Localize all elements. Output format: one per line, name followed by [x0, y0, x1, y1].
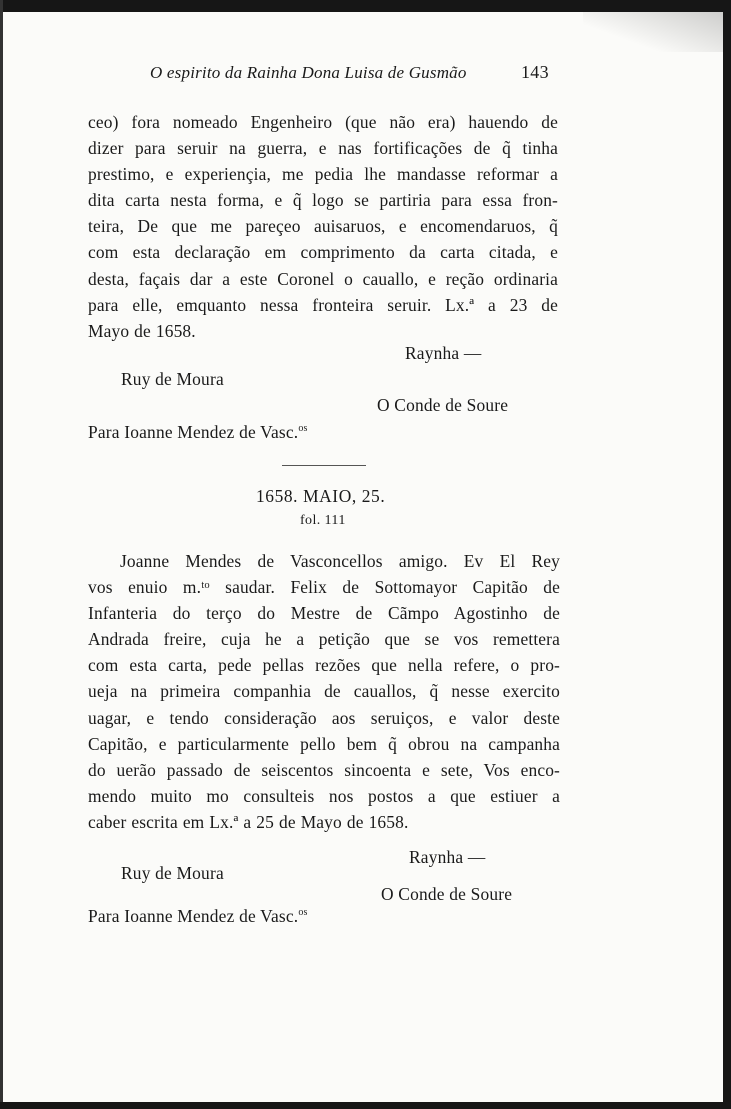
text-line: Infanteria do terço do Mestre de Cãmpo Agostinho de	[88, 603, 560, 624]
text-line: com esta carta, pede pellas rezões que nella refere, o pro-	[88, 655, 560, 676]
text-line: Mayo de 1658.	[88, 320, 196, 341]
addressee-text: Para Ioanne Mendez de Vasc.	[88, 906, 299, 926]
letter2-body	[88, 548, 560, 835]
text-line: uagar, e tendo consideração aos seruiços, e valor deste	[88, 707, 560, 728]
text-line: desta, façais dar a este Coronel o cauallo, e reção ordinaria	[88, 268, 558, 289]
scan-border-right	[723, 0, 731, 1109]
text-line: do uerão passado de seiscentos sincoenta e sete, Vos enco-	[88, 759, 560, 780]
count-signature: O Conde de Soure	[377, 395, 509, 415]
queen-signature: Raynha —	[405, 343, 482, 363]
text-line: para elle, emquanto nessa fronteira seruir. Lx.ª a 23 de	[88, 294, 558, 315]
scan-border-top	[0, 0, 731, 12]
text-line: com esta declaração em comprimento da carta citada, e	[88, 242, 558, 263]
secretary-signature: Ruy de Moura	[121, 369, 224, 389]
scan-border-left	[0, 0, 3, 1109]
section-divider	[282, 465, 366, 466]
text-line: Andrada freire, cuja he a petição que se vos remettera	[88, 629, 560, 650]
addressee-line	[88, 422, 308, 443]
running-title: O espirito da Rainha Dona Luisa de Gusmão	[150, 63, 467, 82]
text-line: dizer para seruir na guerra, e nas fortificações de q̃ tinha	[88, 138, 558, 159]
letter-date-heading: 1658. MAIO, 25.	[256, 486, 386, 506]
letter1-body	[88, 109, 558, 344]
folio-reference: fol. 111	[300, 513, 346, 528]
page-number: 143	[521, 62, 549, 82]
addressee-superscript: os	[298, 423, 308, 435]
addressee-line	[88, 906, 308, 927]
text-line: caber escrita em Lx.ª a 25 de Mayo de 1658.	[88, 811, 409, 832]
text-line: Joanne Mendes de Vasconcellos amigo. Ev El Rey	[120, 551, 560, 571]
text-line: Capitão, e particularmente pello bem q̃ obrou na campanha	[88, 733, 560, 754]
queen-signature: Raynha —	[409, 847, 486, 867]
addressee-text: Para Ioanne Mendez de Vasc.	[88, 422, 299, 442]
text-line: teira, De que me pareçeo auisaruos, e encomendaruos, q̃	[88, 216, 558, 237]
scan-border-bottom	[0, 1102, 731, 1109]
text-line: ueja na primeira companhia de cauallos, q̃ nesse exercito	[88, 681, 560, 702]
text-line: prestimo, e experiençia, me pedia lhe mandasse reformar a	[88, 164, 558, 185]
text-line: dita carta nesta forma, e q̃ logo se partiria para essa fron-	[88, 190, 558, 211]
scan-shadow	[583, 12, 723, 52]
count-signature: O Conde de Soure	[381, 884, 513, 904]
secretary-signature: Ruy de Moura	[121, 863, 224, 883]
addressee-superscript: os	[298, 907, 308, 919]
text-line: vos enuio m.ᵗᵒ saudar. Felix de Sottomayor Capitão de	[88, 577, 560, 598]
text-line: ceo) fora nomeado Engenheiro (que não era) hauendo de	[88, 112, 558, 132]
text-line: mendo muito mo consulteis nos postos a que estiuer a	[88, 785, 560, 806]
